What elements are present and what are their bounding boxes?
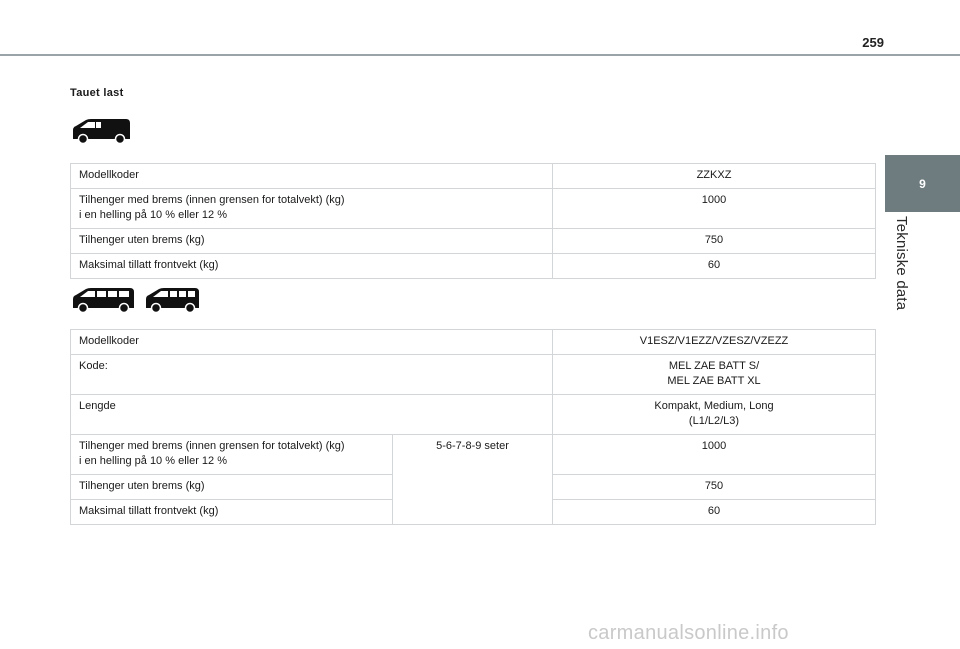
towing-table-minibus: [70, 329, 876, 525]
page-number: 259: [862, 35, 884, 50]
value-line: (L1/L2/L3): [688, 415, 740, 427]
value-line: MEL ZAE BATT XL: [667, 375, 761, 387]
table-cell-value: 60: [553, 500, 876, 525]
table-row: [71, 395, 876, 435]
table-cell-value: 1000: [553, 435, 876, 475]
table-row: [71, 254, 876, 279]
panel-van-icon: [70, 117, 132, 145]
chapter-number: 9: [919, 176, 926, 191]
table-cell-value: 1000: [553, 189, 876, 229]
table-cell-label: Modellkoder: [71, 330, 553, 355]
table-cell-value: 750: [553, 475, 876, 500]
table-cell-value: [553, 395, 876, 435]
header-rule: [0, 54, 960, 56]
label-line: i en helling på 10 % eller 12 %: [79, 209, 227, 221]
table-row: [71, 164, 876, 189]
watermark: carmanualsonline.info: [588, 622, 789, 644]
label-line: Tilhenger med brems (innen grensen for totalvekt) (kg): [79, 194, 345, 206]
table-row: [71, 355, 876, 395]
table-row: [71, 435, 876, 475]
table-cell-label: Tilhenger uten brems (kg): [71, 229, 553, 254]
chapter-tab[interactable]: [885, 155, 960, 212]
table-cell-value: V1ESZ/V1EZZ/VZESZ/VZEZZ: [553, 330, 876, 355]
minibus-van-icon: [143, 286, 201, 314]
value-line: Kompakt, Medium, Long: [654, 400, 774, 412]
label-line: Tilhenger med brems (innen grensen for totalvekt) (kg): [79, 440, 345, 452]
table-cell-label: Tilhenger uten brems (kg): [71, 475, 393, 500]
table-cell-label: Maksimal tillatt frontvekt (kg): [71, 254, 553, 279]
chapter-label: Tekniske data: [893, 216, 910, 311]
minibus-van-icon: [70, 286, 136, 314]
table-cell-value: 60: [553, 254, 876, 279]
table-cell-value: ZZKXZ: [553, 164, 876, 189]
table-row: [71, 330, 876, 355]
table-cell-label: Modellkoder: [71, 164, 553, 189]
label-line: i en helling på 10 % eller 12 %: [79, 455, 227, 467]
table-row: [71, 189, 876, 229]
towing-table-panel-van: [70, 163, 876, 279]
section-title: Tauet last: [70, 87, 124, 99]
table-row: [71, 229, 876, 254]
table-cell-value: [553, 355, 876, 395]
table-cell-label: [71, 189, 553, 229]
table-cell-value: 750: [553, 229, 876, 254]
table-cell-label: Maksimal tillatt frontvekt (kg): [71, 500, 393, 525]
table-cell-label: Lengde: [71, 395, 553, 435]
table-cell-label: [71, 435, 393, 475]
table-cell-label: Kode:: [71, 355, 553, 395]
seats-cell: 5-6-7-8-9 seter: [393, 435, 553, 525]
value-line: MEL ZAE BATT S/: [668, 360, 760, 372]
